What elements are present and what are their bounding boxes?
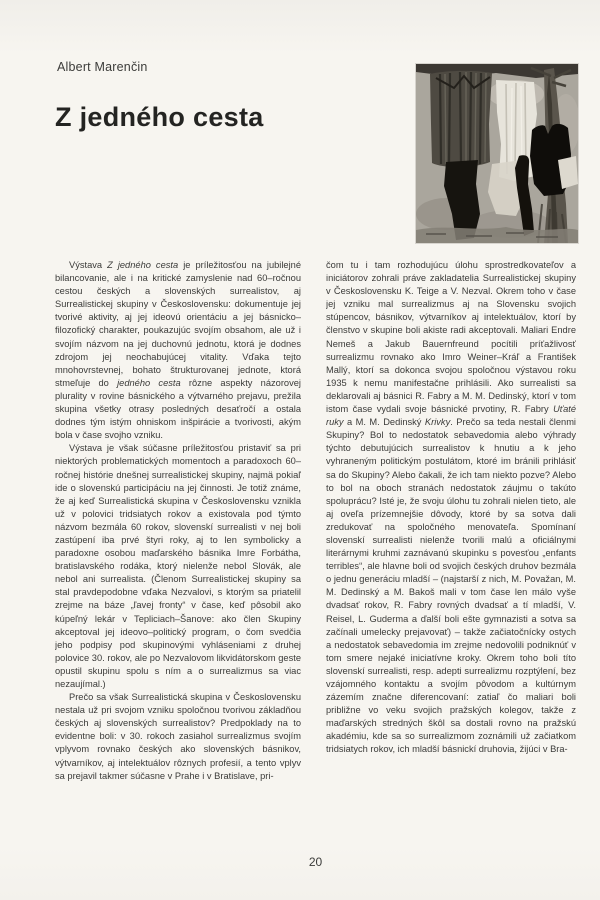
paragraph: [55, 691, 301, 783]
paragraph: [55, 442, 301, 691]
italic-text-segment: Krivky: [424, 417, 451, 428]
text-segment: Výstava je však súčasne príležitosťou pristaviť sa pri niektorých problematických momentoch a paradoxoch 60–ročnej histórie dnešnej surrealistickej skupiny, najmä pokiaľ ide o slovenskú participáciu na jej činnosti. Je totiž známe, že aj keď Surrealistická skupina v Československu vznikla už v polovici tridsiatych rokov a existovala pod týmto názvom bezmála 60 rokov, slovenskí surrealisti v nej boli zastúpení iba prvé štyri roky, aj to len symbolicky a paradoxne osobou maďarského básnika Imre Forbátha, bratislavského rodáka, ktorý nielenže nebol Slovák, ale nebol ani surrealista. (Členom Surrealistickej skupiny sa stal pravdepodobne vďaka Nezvalovi, s ktorým sa priatelil zrejme na báze „ľavej fronty“ v čase, keď pôsobil ako kúpeľný lekár v Tepliciach–Šanove: ako člen Skupiny akceptoval jej ideovo–politický program, o čom svedčia jeho podpisy pod skupinovými vyhláseniami z druhej polovice 30. rokov, ale po Nezvalovom likvidátorskom geste opustil skupinu spolu s ním a o surrealizmus sa viac nezaujímal.): [55, 443, 301, 689]
paragraph: [55, 259, 301, 442]
text-segment: čom tu i tam rozhodujúcu úlohu sprostredkovateľov a iniciátorov zohrali práve zakladatelia Surrealistickej skupiny v Československu K. Teige a V. Nezval. Okrem toho v čase jej vzniku mal surrealizmus aj na Slovensku svojich stúpencov, básnikov, výtvarníkov aj intelektuálov, ktorí by členstvo v skupine boli akiste radi akceptovali. Maliari Endre Nemeš a Jakub Bauernfreund pocítili príťažlivosť surrealizmu rovnako ako Imro Weiner–Kráľ a František Mallý, ktorí sa dokonca svojou spoločnou výstavou roku 1935 k nemu manifestačne prihlásili. Ako surrealisti sa deklarovali aj básnici R. Fabry a M. M. Dedinský, ktorí v tom istom čase vydali svoje básnické prvotiny, R. Fabry: [326, 260, 576, 415]
text-segment: je príležitosťou na jubilejné bilancovanie, ale i na kritické zamyslenie nad 60–ročnou cestou českých a slovenských surrealistov, aj Surrealistickej skupiny v Československu: dokumentuje jej tvorivé aktivity, aj jej ideovú orientáciu a jej básnicko–filozofický charakter, poukazujúc svojím obsahom, ale už i svojím názvom na jej duchovnú jednotu, ktorá je dodnes zdrojom jej neochabujúcej vitality. Vďaka tejto mnohovrstevnej, bohato štrukturovanej jednote, ktorá stmeľuje do: [55, 260, 301, 388]
author-name: Albert Marenčin: [57, 60, 148, 74]
text-columns: [55, 259, 576, 881]
text-segment: rôzne aspekty názorovej plurality v rovine básnického a výtvarného prejavu, prežila skupina všetky otrasy posledných desaťročí a ostala dodnes tým istým ohniskom inšpirácie a tvorivosti, akým bola v čase svojho vzniku.: [55, 377, 301, 441]
text-segment: Prečo sa však Surrealistická skupina v Československu nestala už pri svojom vzniku spoločnou tvorivou základňou českých aj slovenských surrealistov? Predpoklady na to evidentne boli: v 30. rokoch zasiahol surrealizmus svojím vplyvom rovnako českých ako slovenských básnikov, výtvarníkov, aj intelektuálov rôznych profesií, a tento vplyv sa prejavil takmer súčasne v Prahe i v Bratislave, pri-: [55, 692, 301, 781]
left-text-column: [55, 259, 301, 881]
page-title: Z jedného cesta: [55, 102, 264, 133]
text-segment: Výstava: [69, 260, 108, 270]
text-segment: a M. M. Dedinský: [343, 417, 425, 428]
text-segment: . Prečo sa teda nestali členmi Skupiny? Bol to nedostatok sebavedomia alebo výhrady týchto debutujúcich surrealistov k hnutiu a k jeho vyhraneným politickým postulátom, ktoré im bránili prihlásiť sa do Skupiny? Alebo čakali, že ich tam niekto pozve? Alebo to bol na oboch stranách nedostatok záujmu o takúto spoluprácu? Isté je, že svoju úlohu tu zohrali nielen tieto, ale aj oveľa prízemnejšie dôvody, ktoré by sa sotva dali zredukovať na spoločného menovateľa. Spomínaní slovenskí surrealisti nielenže tvorili malú a oficiálnymi literárnymi kruhmi zaznávanú skupinku s povesťou „enfants terribles“, ale hlavne boli od svojich českých druhov bezmála o jednu generáciu mladší – (najstarší z nich, M. Považan, M. M. Dedinský a M. Bakoš mali v tom čase len málo vyše dvadsať rokov, R. Fabry rovných dvadsať a tí mladší, V. Reisel, L. Guderma a ďalší boli ešte gymnazisti a sotva sa začínali umelecky prejavovať) – takže začiatočnícky ostych a nedostatok sebavedomia im zrejme nedovolili podniknúť v tom smere nejaké iniciatívne kroky. Okrem toho boli títo slovenskí surrealisti, resp. adepti surrealizmu rozptýlení, bez vzájomného kontaktu a svojím pôvodom a kultúrnym zázemím značne diferencovaní: zatiaľ čo maliari boli približne vo veku svojich pražských kolegov, takže z maďarských stredných škôl sa dostali rovno na pražskú akadémiu, kde sa so surrealizmom zoznámili už začiatkom tridsiatych rokov, ich mladší básnickí druhovia, žijúci v Bra-: [326, 417, 576, 755]
italic-text-segment: Uťaté ruky: [326, 404, 576, 428]
italic-text-segment: Z jedného cesta: [107, 260, 179, 270]
italic-text-segment: jedného cesta: [117, 377, 181, 388]
page-number: 20: [308, 855, 323, 869]
paragraph: [326, 259, 576, 757]
artwork-image: [416, 64, 578, 243]
right-text-column: [326, 259, 576, 881]
